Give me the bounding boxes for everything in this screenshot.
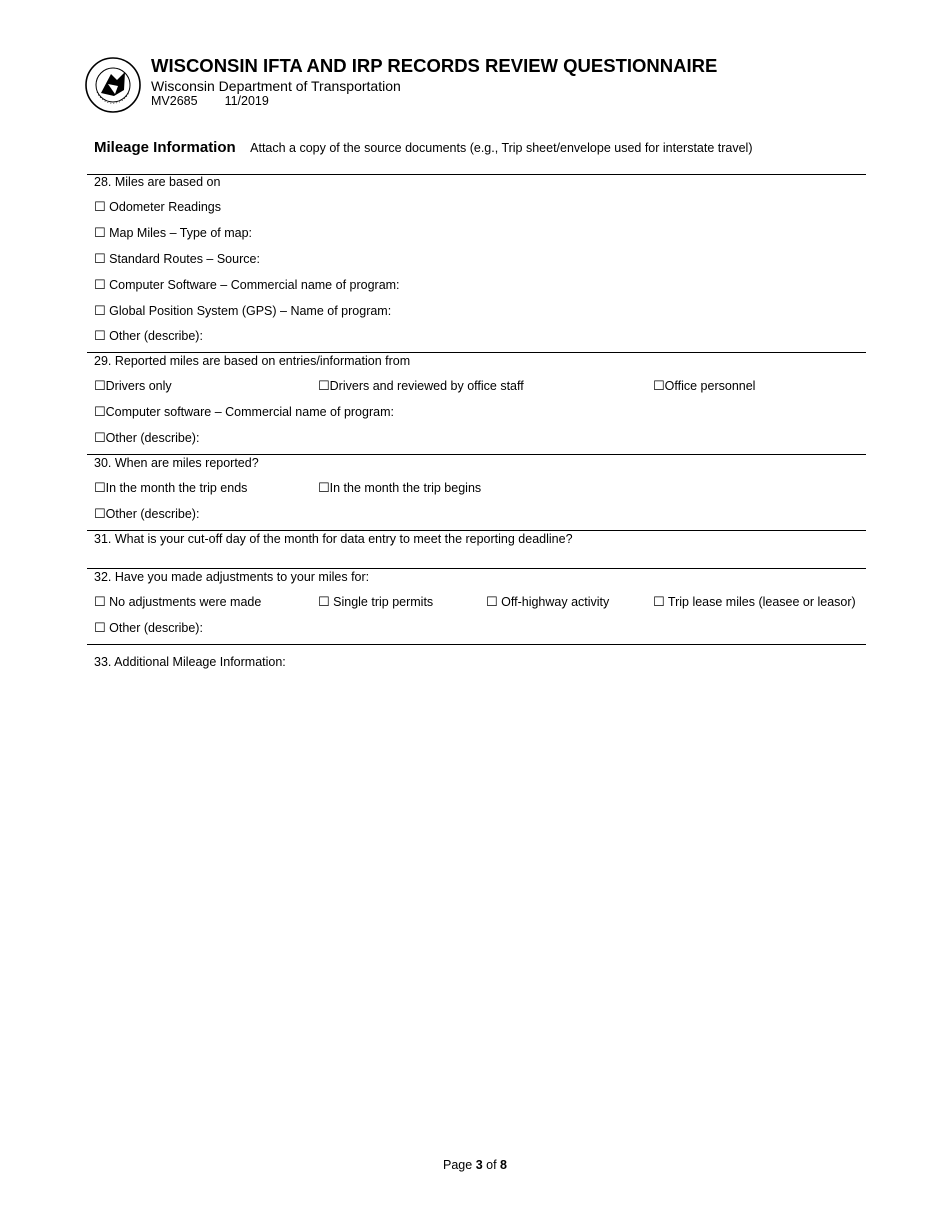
wisdot-seal-logo — [84, 56, 142, 114]
q32-option-other[interactable] — [94, 620, 203, 636]
divider — [87, 644, 866, 645]
form-number: MV2685 — [151, 94, 198, 108]
checkbox-icon[interactable]: ☐ — [94, 328, 106, 343]
page-number — [0, 1158, 950, 1172]
form-meta — [151, 94, 717, 109]
section-heading — [94, 139, 753, 157]
option-label: Other (describe): — [109, 621, 203, 635]
option-label: Drivers and reviewed by office staff — [329, 379, 524, 393]
form-header — [84, 54, 884, 116]
option-label: Office personnel — [664, 379, 756, 393]
checkbox-icon[interactable]: ☐ — [94, 303, 106, 318]
question-32: 32. Have you made adjustments to your miles for: — [94, 570, 370, 584]
option-label: In the month the trip begins — [329, 481, 482, 495]
checkbox-icon[interactable]: ☐ — [318, 594, 330, 609]
q28-option-odometer[interactable] — [94, 199, 221, 215]
section-title: Mileage Information — [94, 139, 236, 156]
checkbox-icon[interactable]: ☐ — [94, 404, 106, 419]
option-label: Other (describe): — [105, 431, 200, 445]
option-label: Other (describe): — [105, 507, 200, 521]
question-33: 33. Additional Mileage Information: — [94, 655, 286, 669]
checkbox-icon[interactable]: ☐ — [94, 430, 106, 445]
checkbox-icon[interactable]: ☐ — [94, 594, 106, 609]
checkbox-icon[interactable]: ☐ — [94, 251, 106, 266]
option-label: Trip lease miles (leasee or leasor) — [667, 595, 856, 609]
checkbox-icon[interactable]: ☐ — [94, 378, 106, 393]
option-label: Off-highway activity — [501, 595, 610, 609]
option-label: Global Position System (GPS) – Name of program: — [109, 304, 392, 318]
option-label: Computer Software – Commercial name of program: — [109, 278, 400, 292]
option-label: In the month the trip ends — [105, 481, 248, 495]
page-of: of — [486, 1158, 497, 1172]
page-total: 8 — [500, 1158, 507, 1172]
q30-option-trip-ends[interactable] — [94, 480, 247, 496]
q28-option-computer-software[interactable] — [94, 277, 400, 293]
q32-option-trip-lease[interactable] — [653, 594, 856, 610]
q29-option-drivers-reviewed[interactable] — [318, 378, 524, 394]
q29-option-drivers-only[interactable] — [94, 378, 172, 394]
q28-option-gps[interactable] — [94, 303, 391, 319]
question-29: 29. Reported miles are based on entries/information from — [94, 354, 411, 368]
option-label: Odometer Readings — [109, 200, 222, 214]
checkbox-icon[interactable]: ☐ — [94, 620, 106, 635]
q28-option-standard-routes[interactable] — [94, 251, 260, 267]
checkbox-icon[interactable]: ☐ — [94, 506, 106, 521]
checkbox-icon[interactable]: ☐ — [318, 378, 330, 393]
option-label: Other (describe): — [109, 329, 203, 343]
option-label: Single trip permits — [333, 595, 434, 609]
question-30: 30. When are miles reported? — [94, 456, 259, 470]
q32-option-off-highway[interactable] — [486, 594, 609, 610]
checkbox-icon[interactable]: ☐ — [318, 480, 330, 495]
q32-option-single-trip-permits[interactable] — [318, 594, 433, 610]
q30-option-trip-begins[interactable] — [318, 480, 481, 496]
option-label: No adjustments were made — [109, 595, 262, 609]
checkbox-icon[interactable]: ☐ — [94, 225, 106, 240]
form-title: WISCONSIN IFTA AND IRP RECORDS REVIEW QUESTIONNAIRE — [151, 55, 718, 76]
q29-option-office-personnel[interactable] — [653, 378, 755, 394]
q32-option-no-adjustments[interactable] — [94, 594, 261, 610]
q28-option-map-miles[interactable] — [94, 225, 252, 241]
option-label: Computer software – Commercial name of program: — [105, 405, 394, 419]
checkbox-icon[interactable]: ☐ — [653, 378, 665, 393]
checkbox-icon[interactable]: ☐ — [653, 594, 665, 609]
checkbox-icon[interactable]: ☐ — [94, 480, 106, 495]
department-name: Wisconsin Department of Transportation — [151, 78, 401, 94]
option-label: Standard Routes – Source: — [109, 252, 260, 266]
q29-option-other[interactable] — [94, 430, 199, 446]
page-label: Page — [443, 1158, 473, 1172]
option-label: Map Miles – Type of map: — [109, 226, 253, 240]
q28-option-other[interactable] — [94, 328, 203, 344]
form-date: 11/2019 — [224, 94, 269, 108]
section-note: Attach a copy of the source documents (e.g., Trip sheet/envelope used for interstate travel) — [250, 141, 753, 155]
question-31: 31. What is your cut-off day of the month for data entry to meet the reporting deadline? — [94, 532, 573, 546]
checkbox-icon[interactable]: ☐ — [94, 199, 106, 214]
checkbox-icon[interactable]: ☐ — [486, 594, 498, 609]
q29-option-computer-software[interactable] — [94, 404, 394, 420]
option-label: Drivers only — [105, 379, 172, 393]
checkbox-icon[interactable]: ☐ — [94, 277, 106, 292]
q30-option-other[interactable] — [94, 506, 199, 522]
question-28: 28. Miles are based on — [94, 175, 221, 189]
page-current: 3 — [475, 1158, 483, 1172]
